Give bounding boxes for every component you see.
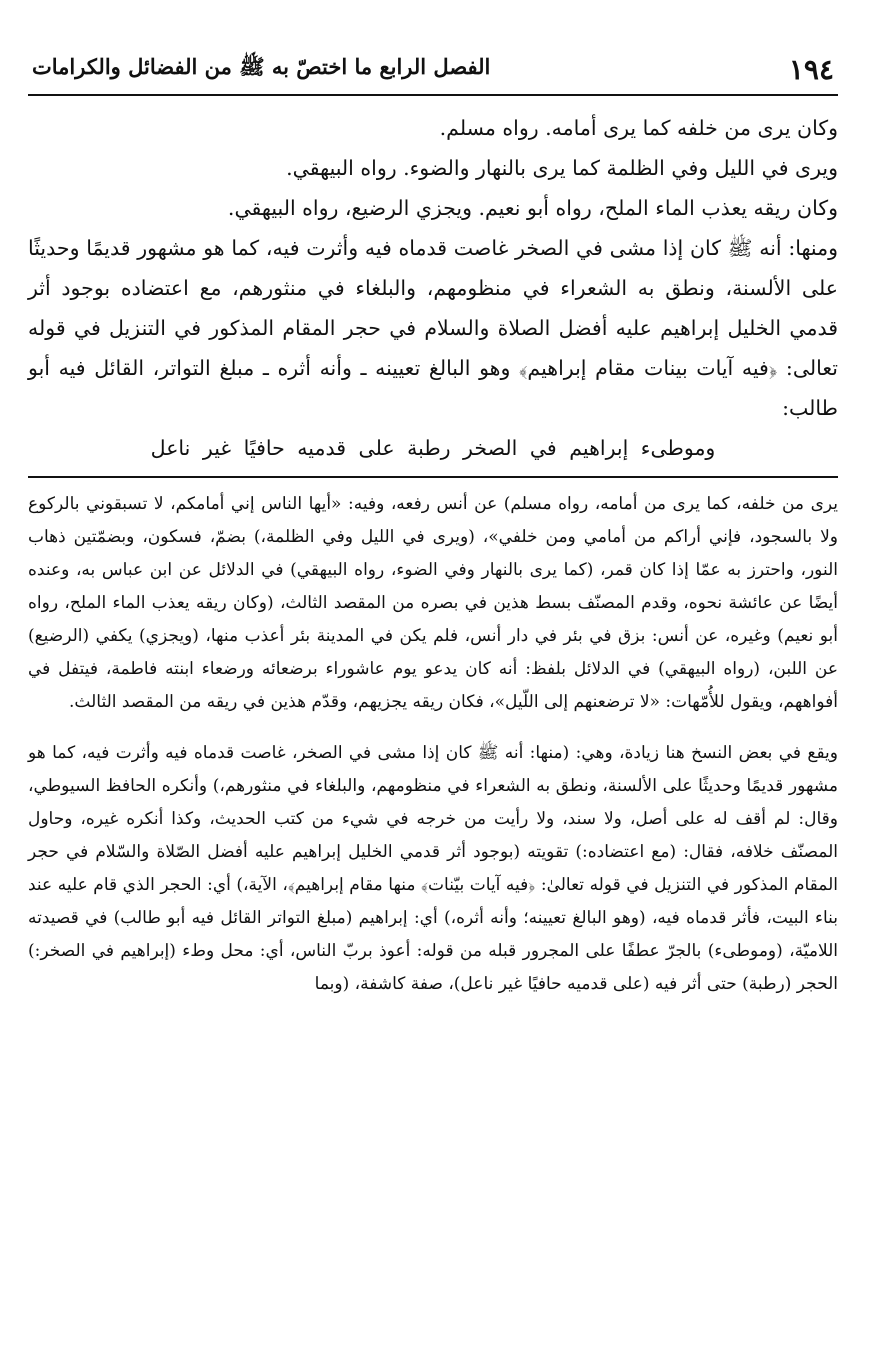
book-page [28, 48, 838, 1338]
main-paragraph: ومنها: أنه ﷺ كان إذا مشى في الصخر غاصت قدماه فيه وأثرت فيه، كما هو مشهور قديمًا وحديثًا على الألسنة، ونطق به الشعراء في منظومهم، والبلغاء في منثورهم، مع اعتضاده بوجود أثر قدمي الخليل إبراهيم عليه أفضل الصلاة والسلام في حجر المقام المذكور في التنزيل في قوله تعالى: ﴿فيه آيات بينات مقام إبراهيم﴾ وهو البالغ تعيينه ـ وأنه أثره ـ مبلغ التواتر، القائل فيه أبو طالب: [28, 236, 838, 420]
page-number: ١٩٤ [788, 52, 834, 86]
footnote-divider [28, 476, 838, 478]
poem-verse: وموطىء إبراهيم في الصخر رطبة على قدميه حافيًا غير ناعل [150, 436, 716, 460]
main-paragraph: ويرى في الليل وفي الظلمة كما يرى بالنهار والضوء. رواه البيهقي. [286, 156, 838, 180]
commentary-paragraph: ويقع في بعض النسخ هنا زيادة، وهي: (منها: أنه ﷺ كان إذا مشى في الصخر، غاصت قدماه فيه وأثرت فيه، كما هو مشهور قديمًا وحديثًا على الألسنة، ونطق به الشعراء في منظومهم، والبلغاء في منثورهم،) وأنكره الحافظ السيوطي، وقال: لم أقف له على أصل، ولا سند، ولا رأيت من خرجه في شيء من كتب الحديث، وكذا أنكره غيره، وحاول المصنّف خلافه، فقال: (مع اعتضاده:) تقويته (بوجود أثر قدمي الخليل إبراهيم عليه أفضل الصّلاة والسّلام في حجر المقام المذكور في التنزيل في قوله تعالىٰ: ﴿فيه آيات بيّنات﴾ منها مقام إبراهيم﴾، الآية،) أي: الحجر الذي قام عليه عند بناء البيت، فأثر قدماه فيه، (وهو البالغ تعيينه؛ وأنه أثره،) أي: إبراهيم (مبلغ التواتر القائل فيه أبو طالب) في قصيدته اللاميّة، (وموطىء) بالجرّ عطفًا على المجرور قبله من قوله: أعوذ بربّ الناس، أي: محل وطء (إبراهيم في الصخر:) الحجر (رطبة) حتى أثر فيه (على قدميه حافيًا غير ناعل)، صفة كاشفة، (وبما [28, 743, 838, 994]
commentary-paragraph: يرى من خلفه، كما يرى من أمامه، رواه مسلم) عن أنس رفعه، وفيه: «أيها الناس إني أمامكم، لا تسبقوني بالركوع ولا بالسجود، فإني أراكم من أمامي ومن خلفي»، (ويرى في الليل وفي الظلمة،) بضمّ، فسكون، وبضمّتين ذهاب النور، واحترز به عمّا إذا كان قمر، (كما يرى بالنهار وفي الضوء، رواه البيهقي) في الدلائل عن ابن عباس به، وعنده أيضًا عن عائشة نحوه، وقدم المصنّف بسط هذين في بصره من المقصد الثالث، (وكان ريقه يعذب الماء الملح، رواه أبو نعيم) وغيره، عن أنس: بزق في بئر في دار أنس، فلم يكن في المدينة بئر أعذب منها، (ويجزي) يكفي (الرضيع) عن اللبن، (رواه البيهقي) في الدلائل بلفظ: أنه كان يدعو يوم عاشوراء برضعائه ورضعاء ابنته فاطمة، فيتفل في أفواههم، ويقول للأُمّهات: «لا ترضعنهم إلى اللّيل»، فكان ريقه يجزيهم، وقدّم هذين في ريقه من المقصد الثالث. [28, 494, 838, 712]
page-header [28, 48, 838, 96]
commentary [28, 488, 838, 1001]
main-text [28, 108, 838, 468]
main-paragraph: وكان ريقه يعذب الماء الملح، رواه أبو نعيم. ويجزي الرضيع، رواه البيهقي. [227, 196, 838, 220]
main-paragraph: وكان يرى من خلفه كما يرى أمامه. رواه مسلم. [439, 116, 838, 140]
running-head: الفصل الرابع ما اختصّ به ﷺ من الفضائل والكرامات [32, 53, 491, 79]
